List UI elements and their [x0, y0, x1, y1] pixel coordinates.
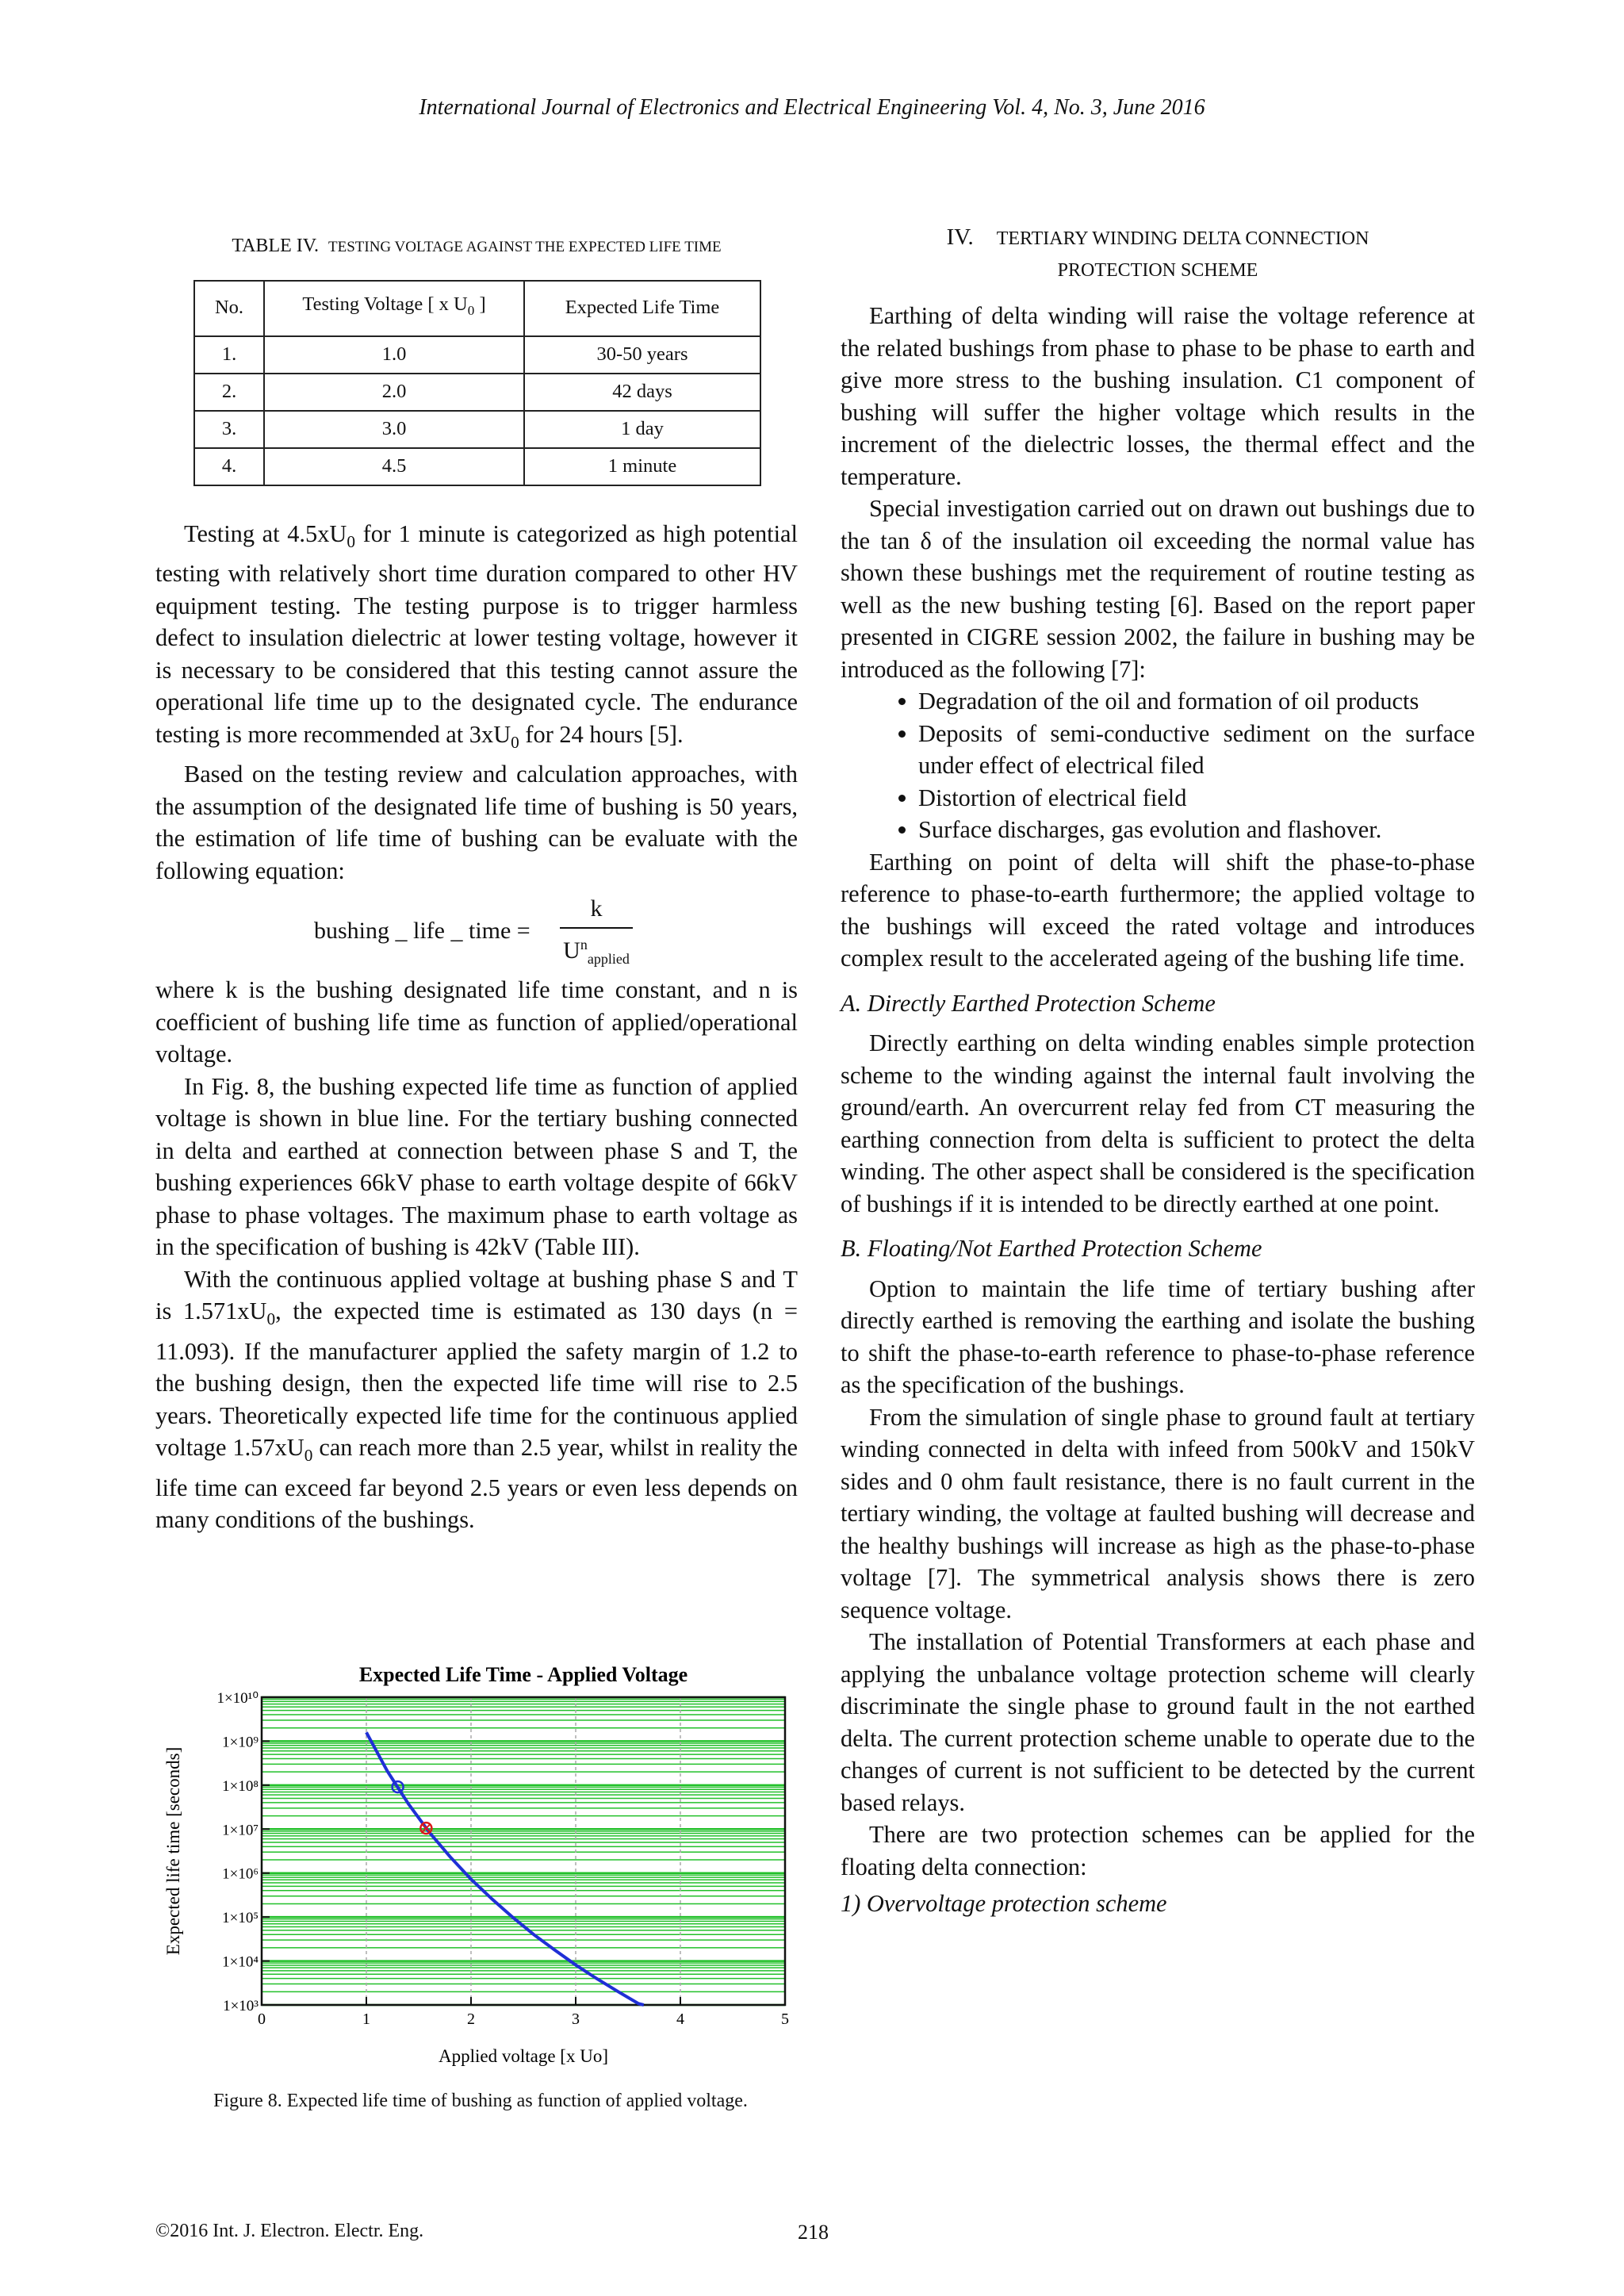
paragraph: There are two protection schemes can be applied for the floating delta connection:	[841, 1821, 1475, 1880]
col-header-no: No.	[194, 281, 264, 336]
y-tick-label: 1×10⁹	[222, 1734, 259, 1751]
table-row: 1. 1.0 30-50 years	[194, 336, 760, 374]
paragraph: where k is the bushing designated life time constant, and n is coefficient of bushing life time as function of applied/operational voltage.	[155, 976, 798, 1068]
subheading-a: A. Directly Earthed Protection Scheme	[841, 989, 1216, 1017]
x-axis-label: Applied voltage [x Uo]	[439, 2046, 608, 2066]
table-caption: TABLE IV. TESTING VOLTAGE AGAINST THE EXPECTED LIFE TIME	[232, 236, 722, 256]
paragraph: Earthing of delta winding will raise the voltage reference at the related bushings from phase to phase to be phase to earth and give more stress to the bushing insulation. C1 component of bushing will suffer the higher voltage which results in the increment of the dielectric losses, the thermal effect and the temperature.	[841, 302, 1475, 490]
right-column	[841, 222, 1475, 1928]
equation-numerator: k	[560, 893, 633, 929]
y-tick-label: 1×10³	[223, 1998, 259, 2014]
paragraph: Testing at $4.5xU_0$ for 1 minute is categorized as high potential testing with relatively short time duration compared to other HV equipment testing. The testing purpose is to trigger harmless defect to insulation dielectric at lower testing voltage, however it is necessary to be considered that this testing cannot assure the operational life time up to the designated cycle. The endurance testing is more recommended at $3xU_0$ for 24 hours [5].	[155, 519, 798, 752]
failure-list	[841, 685, 1475, 846]
x-tick-label: 1	[362, 2010, 370, 2028]
left-column	[155, 222, 798, 1536]
paragraph: The installation of Potential Transformers at each phase and applying the unbalance voltage protection scheme will clearly discriminate the single phase to ground fault in the not earthed delta. The current protection scheme unable to operate due to the changes of current is not sufficient to be detected by the current based relays.	[841, 1628, 1475, 1816]
list-item: • Surface discharges, gas evolution and flashover.	[918, 814, 1475, 846]
equation-denominator: $U^n_{applied}$	[563, 936, 630, 967]
copyright: ©2016 Int. J. Electron. Electr. Eng.	[155, 2221, 424, 2241]
y-tick-label: 1×10⁴	[222, 1953, 259, 1971]
paragraph: Based on the testing review and calculation approaches, with the assumption of the designated life time of bushing is 50 years, the estimation of life time of bushing can be evaluate with the following equation:	[155, 761, 798, 884]
y-tick-label: 1×10⁵	[222, 1910, 259, 1927]
figure-8	[155, 1650, 798, 2070]
life-time-table	[193, 280, 761, 486]
x-tick-label: 2	[467, 2010, 475, 2028]
table-row: 2. 2.0 42 days	[194, 374, 760, 411]
table-header-row	[194, 281, 760, 336]
running-head: International Journal of Electronics and Electrical Engineering Vol. 4, No. 3, June 2016	[419, 95, 1205, 120]
x-tick-label: 5	[781, 2010, 789, 2028]
y-axis-label: Expected life time [seconds]	[163, 1746, 183, 1956]
equation-lhs: bushing _ life _ time =	[314, 918, 530, 945]
subheading-1: 1) Overvoltage protection scheme	[841, 1890, 1167, 1917]
y-tick-label: 1×10⁶	[222, 1865, 259, 1883]
list-item: • Deposits of semi-conductive sediment on the surface under effect of electrical filed	[918, 718, 1475, 782]
list-item: • Degradation of the oil and formation of oil products	[918, 685, 1475, 718]
figure-caption: Figure 8. Expected life time of bushing as function of applied voltage.	[213, 2091, 748, 2111]
paragraph: Earthing on point of delta will shift the phase-to-phase reference to phase-to-earth furthermore; the applied voltage to the bushings will exceed the rated voltage and introduces complex result to the accelerated ageing of the bushing life time.	[841, 848, 1475, 972]
col-header-life: Expected Life Time	[524, 281, 760, 336]
x-tick-label: 0	[258, 2010, 266, 2028]
life-time-chart	[155, 1650, 798, 2070]
paragraph: In Fig. 8, the bushing expected life time as function of applied voltage is shown in blue line. For the tertiary bushing connected in delta and earthed at connection between phase S and T, the bushing experiences 66kV phase to earth voltage despite of 66kV phase to phase voltages. The maximum phase to earth voltage as in the specification of bushing is 42kV (Table III).	[155, 1072, 798, 1261]
page-number: 218	[798, 2221, 829, 2244]
table-title: TESTING VOLTAGE AGAINST THE EXPECTED LIFE TIME	[328, 239, 722, 255]
list-item: • Distortion of electrical field	[918, 782, 1475, 815]
y-tick-label: 1×10⁸	[222, 1777, 259, 1795]
paragraph: With the continuous applied voltage at bushing phase S and T is $1.571xU_0$, the expected time is estimated as 130 days (n = 11.093). If the manufacturer applied the safety margin of 1.2 to the bushing design, then the expected life time will rise to 2.5 years. Theoretically expected life time for the continuous applied voltage $1.57xU_0$ can reach more than 2.5 year, whilst in reality the life time can exceed far beyond 2.5 years or even less depends on many conditions of the bushings.	[155, 1265, 798, 1534]
section-heading: IV. TERTIARY WINDING DELTA CONNECTION PROTECTION SCHEME	[946, 224, 1369, 281]
equation-fraction	[560, 893, 633, 975]
col-header-voltage: Testing Voltage [ x $U_0$ ]	[264, 281, 524, 336]
x-tick-label: 3	[572, 2010, 580, 2028]
paragraph: Option to maintain the life time of tertiary bushing after directly earthed is removing the earthing and isolate the bushing to shift the phase-to-earth reference to phase-to-phase reference as the specification of the bushings.	[841, 1274, 1475, 1398]
table-row: 4. 4.5 1 minute	[194, 448, 760, 485]
table-row: 3. 3.0 1 day	[194, 411, 760, 448]
equation	[155, 893, 798, 967]
chart-title: Expected Life Time - Applied Voltage	[358, 1663, 688, 1686]
y-tick-label: 1×10¹⁰	[216, 1690, 259, 1707]
paragraph: Directly earthing on delta winding enables simple protection scheme to the winding against the internal fault involving the ground/earth. An overcurrent relay fed from CT measuring the earthing connection from delta is sufficient to protect the delta winding. The other aspect shall be considered is the specification of bushings if it is intended to be directly earthed at one point.	[841, 1029, 1475, 1217]
subheading-b: B. Floating/Not Earthed Protection Scheme	[841, 1235, 1262, 1262]
paragraph: Special investigation carried out on drawn out bushings due to the tan δ of the insulation oil exceeding the normal value has shown these bushings met the requirement of routine testing as well as the new bushing testing [6]. Based on the report paper presented in CIGRE session 2002, the failure in bushing may be introduced as the following [7]:	[841, 495, 1475, 683]
series-line	[366, 1732, 644, 2005]
x-tick-label: 4	[676, 2010, 684, 2028]
paragraph: From the simulation of single phase to ground fault at tertiary winding connected in delta with infeed from 500kV and 150kV sides and 0 ohm fault resistance, there is no fault current in the tertiary winding, the voltage at faulted bushing will decrease and the healthy bushings will increase as high as the phase-to-phase voltage [7]. The symmetrical analysis shows there is zero sequence voltage.	[841, 1403, 1475, 1623]
y-tick-label: 1×10⁷	[222, 1822, 259, 1839]
